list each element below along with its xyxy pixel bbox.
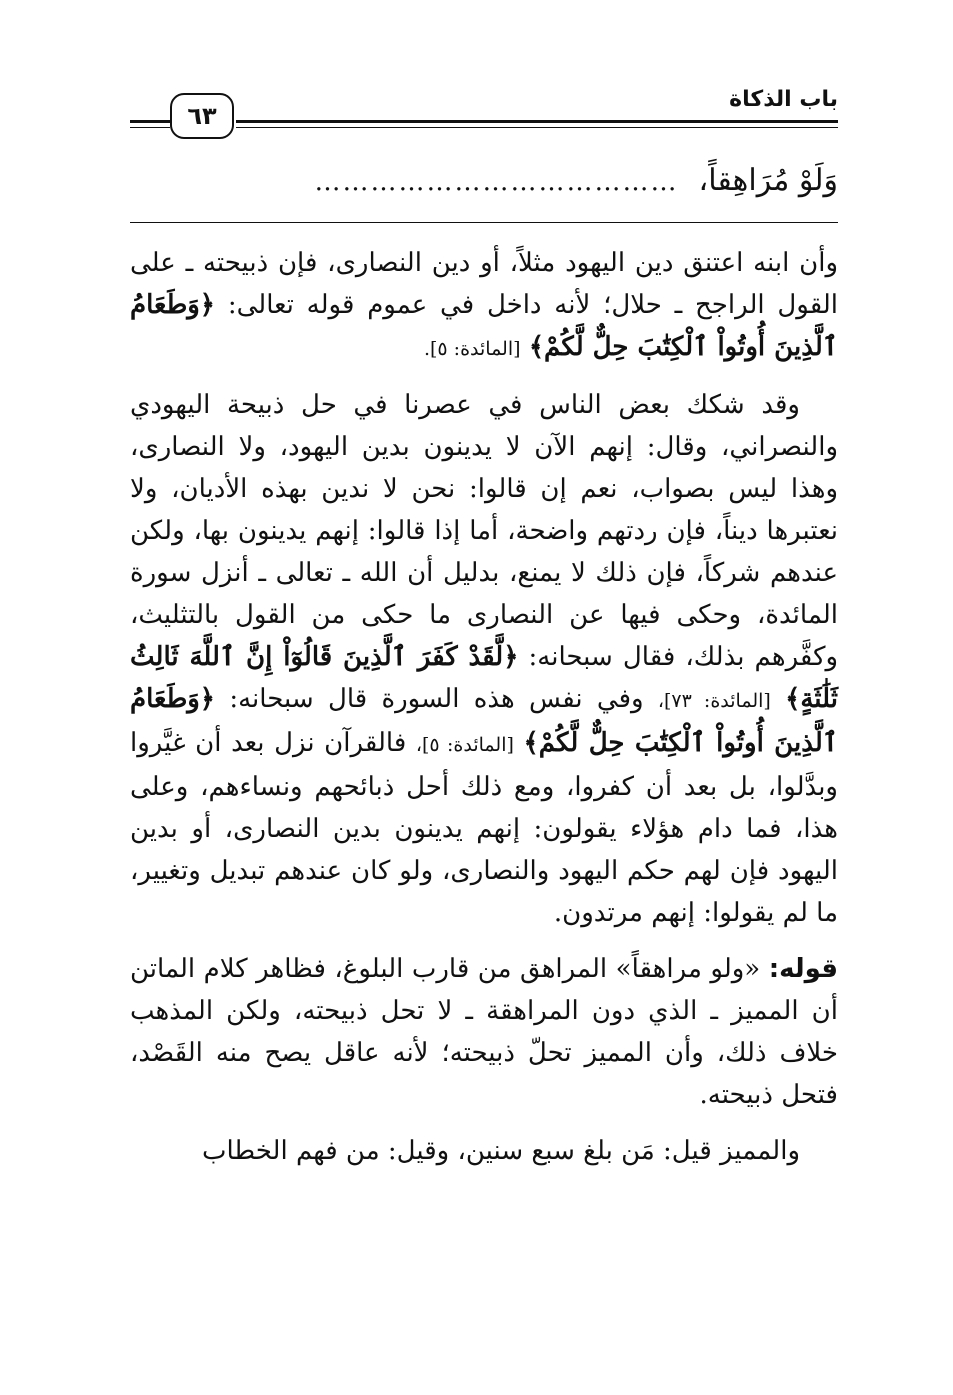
paragraph-2-text-3: فالقرآن نزل بعد أن غيَّروا وبدَّلوا، بل بعد أن كفروا، ومع ذلك أحل ذبائحهم ونساءهم، وعلى هذا، فما دام هؤلاء يقولون: إنهم يدينون بدين النصارى، أو بدين اليهود فإن لهم حكم اليهود والنصارى، ولو كان عندهم تبديل وتغيير، ما لم يقولوا: إنهم مرتدون. — [130, 728, 838, 928]
chapter-title: باب الذكاة — [729, 87, 838, 112]
paragraph-2 — [130, 384, 838, 934]
matn-text: وَلَوْ مُرَاهِقاً، — [698, 163, 838, 198]
commentary-lead: قوله: — [768, 954, 839, 984]
paragraph-4-text: والمميز قيل: مَن بلغ سبع سنين، وقيل: من فهم الخطاب — [202, 1136, 800, 1166]
commentary-body — [130, 242, 838, 1186]
quran-verse: ﴿وَطَعَامُ ٱلَّذِينَ أُوتُواْ ٱلْكِتَٰبَ حِلٌّ لَّكُمْ﴾ — [130, 290, 838, 362]
verse-reference: [المائدة: ٥]. — [423, 338, 521, 360]
verse-reference: [المائدة: ٧٣]، — [657, 690, 771, 712]
matn-dots: ………………………………… — [314, 167, 679, 197]
matn-separator — [130, 222, 838, 223]
paragraph-1-text: وأن ابنه اعتنق دين اليهود مثلاً، أو دين النصارى، فإن ذبيحته ـ على القول الراجح ـ حلال؛ لأنه داخل في عموم قوله تعالى: — [130, 248, 839, 320]
quran-verse: ﴿لَّقَدْ كَفَرَ ٱلَّذِينَ قَالُوٓاْ إِنَّ ٱللَّهَ ثَالِثُ ثَلَٰثَةٍ﴾ — [130, 642, 838, 714]
paragraph-2-text-2: وفي نفس هذه السورة قال سبحانه: — [229, 684, 644, 714]
paragraph-3-text: «ولو مراهقاً» المراهق من قارب البلوغ، فظاهر كلام الماتن أن المميز ـ الذي دون المراهقة ـ لا تحل ذبيحته، ولكن المذهب خلاف ذلك، وأن المميز تحلّ ذبيحته؛ لأنه عاقل يصح منه القَصْد، فتحل ذبيحته. — [130, 954, 838, 1110]
header-rule-right — [236, 120, 838, 128]
verse-reference: [المائدة: ٥]، — [415, 734, 514, 756]
paragraph-1 — [130, 242, 838, 370]
paragraph-4 — [130, 1130, 838, 1172]
page-number: ٦٣ — [170, 93, 234, 139]
matn-line — [130, 158, 838, 204]
header-rule-left — [130, 120, 170, 128]
paragraph-3 — [130, 948, 838, 1116]
quran-verse: ﴿وَطَعَامُ ٱلَّذِينَ أُوتُواْ ٱلْكِتَٰبَ حِلٌّ لَّكُمْ﴾ — [130, 684, 839, 758]
running-header — [130, 82, 838, 152]
paragraph-2-text-1: وقد شكك بعض الناس في عصرنا في حل ذبيحة اليهودي والنصراني، وقال: إنهم الآن لا يدينون بدين اليهود، ولا النصارى، وهذا ليس بصواب، نعم إن قالوا: نحن لا ندين بهذه الأديان، ولا نعتبرها ديناً، فإن ردتهم واضحة، أما إذا قالوا: إنهم يدينون بها، ولكن عندهم شركاً، فإن ذلك لا يمنع، بدليل أن الله ـ تعالى ـ أنزل سورة المائدة، وحكى فيها عن النصارى ما حكى من القول بالتثليث، وكفَّرهم بذلك، فقال سبحانه: — [130, 390, 839, 672]
